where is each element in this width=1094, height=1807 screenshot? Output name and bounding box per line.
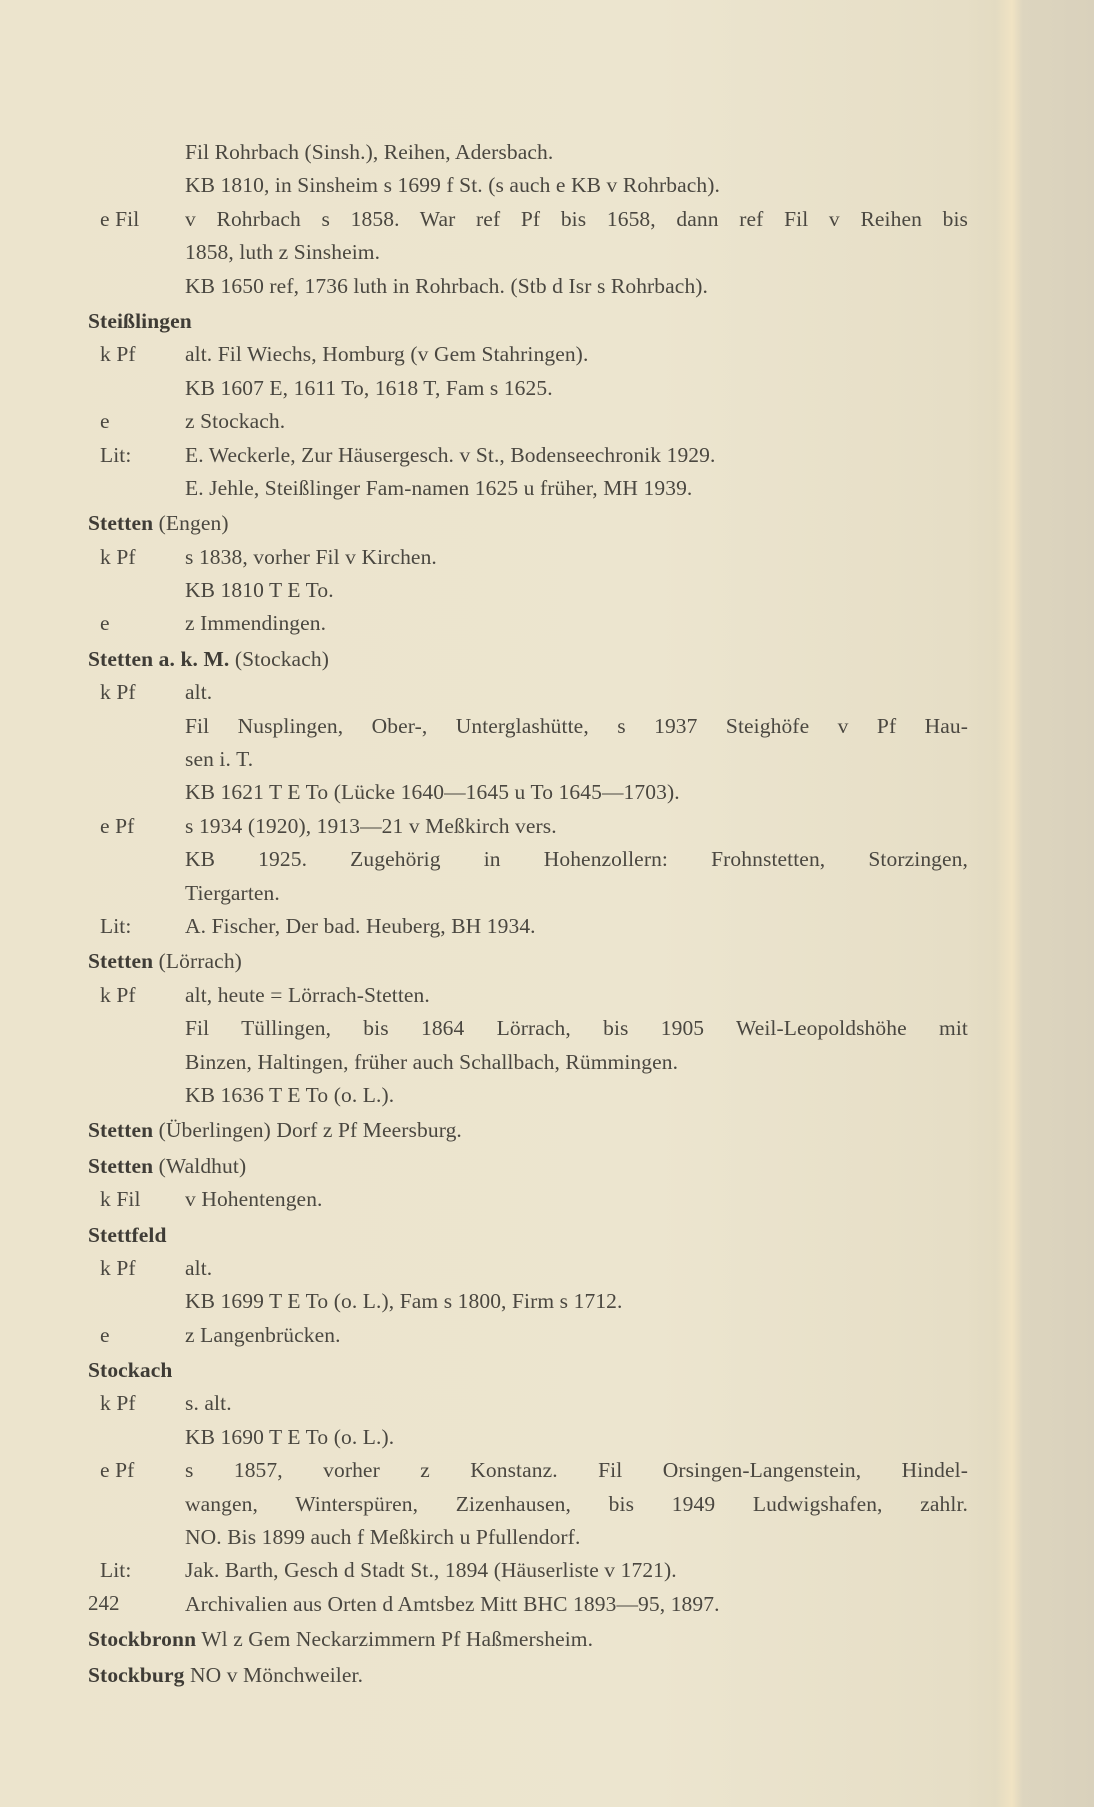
entry-heading — [88, 1150, 988, 1183]
place-heading — [88, 305, 192, 338]
entry-heading — [88, 1219, 988, 1252]
entry-line — [88, 910, 988, 943]
entry-label: k Pf — [100, 982, 136, 1007]
entry-line — [88, 1319, 988, 1352]
entry-text: NO. Bis 1899 auch f Meßkirch u Pfullendorf. — [185, 1525, 581, 1550]
entry-heading — [88, 643, 988, 676]
place-name: Stockburg — [88, 1662, 185, 1687]
entry-label: e — [100, 409, 110, 434]
entry-line — [88, 1554, 988, 1587]
entry-text: A. Fischer, Der bad. Heuberg, BH 1934. — [185, 913, 536, 938]
entry-text: KB 1925. Zugehörig in Hohenzollern: Frohnstetten, Storzingen, — [185, 847, 968, 872]
entry-heading — [88, 945, 988, 978]
entry-text: sen i. T. — [185, 747, 254, 772]
place-heading — [88, 507, 229, 540]
entry-line — [88, 1421, 988, 1454]
place-name: Stettfeld — [88, 1222, 167, 1247]
entry-label: k Pf — [100, 1255, 136, 1280]
entry-line — [88, 1588, 988, 1621]
entry-label: k Pf — [100, 680, 136, 705]
entry-text: s. alt. — [185, 1391, 232, 1416]
place-heading — [88, 945, 242, 978]
entry-text: v Hohentengen. — [185, 1187, 323, 1212]
entry-text: 1858, luth z Sinsheim. — [185, 240, 381, 265]
place-qualifier: Wl z Gem Neckarzimmern Pf Haßmersheim. — [201, 1627, 594, 1652]
entry-text: Fil Nusplingen, Ober-, Unterglashütte, s 1937 Steighöfe v Pf Hau- — [185, 713, 968, 738]
entry-heading — [88, 305, 988, 338]
place-qualifier: NO v Mönchweiler. — [189, 1662, 364, 1687]
entry-line — [88, 439, 988, 472]
entry-label: e Pf — [100, 813, 135, 838]
entry-line — [88, 203, 988, 236]
entry-line — [88, 1285, 988, 1318]
entry-text: wangen, Winterspüren, Zizenhausen, bis 1949 Ludwigshafen, zahlr. — [185, 1491, 968, 1516]
entry-line — [88, 1521, 988, 1554]
entry-text: KB 1636 T E To (o. L.). — [185, 1082, 395, 1107]
entry-line — [88, 676, 988, 709]
entry-heading — [88, 1623, 988, 1656]
place-name: Stetten — [88, 1118, 154, 1143]
entry-text: v Rohrbach s 1858. War ref Pf bis 1658, dann ref Fil v Reihen bis — [185, 206, 968, 231]
entry-text: s 1857, vorher z Konstanz. Fil Orsingen-Langenstein, Hindel- — [185, 1458, 968, 1483]
entry-line — [88, 877, 988, 910]
entry-label: e — [100, 1322, 110, 1347]
entry-text: alt. — [185, 1255, 213, 1280]
entry-label: Lit: — [100, 913, 132, 938]
entry-label: Lit: — [100, 1558, 132, 1583]
place-name: Stetten — [88, 949, 154, 974]
entry-line — [88, 843, 988, 876]
page-number: 242 — [88, 1591, 120, 1615]
entry-line — [88, 1252, 988, 1285]
entry-line — [88, 1488, 988, 1521]
place-qualifier: (Waldhut) — [158, 1153, 247, 1178]
entry-line — [88, 1387, 988, 1420]
entry-text: s 1838, vorher Fil v Kirchen. — [185, 544, 437, 569]
entry-text: Fil Tüllingen, bis 1864 Lörrach, bis 1905 Weil-Leopoldshöhe mit — [185, 1016, 968, 1041]
entry-text: KB 1650 ref, 1736 luth in Rohrbach. (Stb d Isr s Rohrbach). — [185, 273, 709, 298]
place-heading — [88, 1354, 172, 1387]
place-name: Steißlingen — [88, 308, 192, 333]
entry-text: Jak. Barth, Gesch d Stadt St., 1894 (Häuserliste v 1721). — [185, 1558, 677, 1583]
entry-label: e Pf — [100, 1458, 135, 1483]
entry-line — [88, 270, 988, 303]
entry-label: k Fil — [100, 1187, 141, 1212]
entry-line — [88, 743, 988, 776]
entry-heading — [88, 1354, 988, 1387]
place-heading — [88, 1150, 246, 1183]
entry-line — [88, 979, 988, 1012]
place-heading — [88, 1114, 462, 1147]
place-name: Stockbronn — [88, 1627, 197, 1652]
entry-label: e Fil — [100, 206, 140, 231]
entry-text: KB 1621 T E To (Lücke 1640—1645 u To 1645—1703). — [185, 780, 680, 805]
entry-line — [88, 607, 988, 640]
entry-text: KB 1607 E, 1611 To, 1618 T, Fam s 1625. — [185, 375, 553, 400]
place-qualifier: (Engen) — [158, 511, 229, 536]
entry-text: Archivalien aus Orten d Amtsbez Mitt BHC 1893—95, 1897. — [185, 1591, 720, 1616]
entry-text: KB 1699 T E To (o. L.), Fam s 1800, Firm s 1712. — [185, 1289, 623, 1314]
entry-text: Binzen, Haltingen, früher auch Schallbach, Rümmingen. — [185, 1049, 679, 1074]
place-heading — [88, 643, 329, 676]
place-heading — [88, 1219, 167, 1252]
entry-line — [88, 1454, 988, 1487]
entry-line — [88, 710, 988, 743]
entry-line — [88, 169, 988, 202]
entry-label: k Pf — [100, 342, 136, 367]
entry-text: alt, heute = Lörrach-Stetten. — [185, 982, 430, 1007]
gazetteer-entries — [88, 136, 988, 1692]
entry-line — [88, 405, 988, 438]
entry-label: k Pf — [100, 544, 136, 569]
place-heading — [88, 1623, 593, 1656]
place-name: Stetten — [88, 1153, 154, 1178]
entry-label: e — [100, 611, 110, 636]
entry-text: E. Jehle, Steißlinger Fam-namen 1625 u früher, MH 1939. — [185, 475, 693, 500]
entry-text: E. Weckerle, Zur Häusergesch. v St., Bodenseechronik 1929. — [185, 442, 716, 467]
entry-heading — [88, 1114, 988, 1147]
entry-line — [88, 810, 988, 843]
entry-line — [88, 338, 988, 371]
place-name: Stetten — [88, 511, 154, 536]
entry-text: z Langenbrücken. — [185, 1322, 341, 1347]
entry-line — [88, 776, 988, 809]
place-name: Stockach — [88, 1358, 173, 1383]
entry-line — [88, 136, 988, 169]
place-qualifier: (Lörrach) — [158, 949, 242, 974]
entry-heading — [88, 1659, 988, 1692]
place-name: Stetten a. k. M. — [88, 646, 230, 671]
entry-line — [88, 541, 988, 574]
entry-line — [88, 574, 988, 607]
entry-text: KB 1810, in Sinsheim s 1699 f St. (s auch e KB v Rohrbach). — [185, 173, 721, 198]
entry-text: KB 1810 T E To. — [185, 578, 334, 603]
entry-line — [88, 1079, 988, 1112]
entry-text: z Stockach. — [185, 409, 286, 434]
entry-label: k Pf — [100, 1391, 136, 1416]
place-qualifier: (Stockach) — [234, 646, 329, 671]
entry-text: Fil Rohrbach (Sinsh.), Reihen, Adersbach. — [185, 140, 554, 164]
entry-line — [88, 1183, 988, 1216]
entry-heading — [88, 507, 988, 540]
entry-line — [88, 1046, 988, 1079]
entry-line — [88, 372, 988, 405]
entry-line — [88, 472, 988, 505]
entry-text: KB 1690 T E To (o. L.). — [185, 1424, 395, 1449]
entry-text: Tiergarten. — [185, 880, 280, 905]
entry-text: alt. Fil Wiechs, Homburg (v Gem Stahringen). — [185, 342, 589, 367]
entry-line — [88, 236, 988, 269]
entry-text: z Immendingen. — [185, 611, 327, 636]
entry-line — [88, 1012, 988, 1045]
entry-text: s 1934 (1920), 1913—21 v Meßkirch vers. — [185, 813, 557, 838]
entry-text: alt. — [185, 680, 213, 705]
entry-label: Lit: — [100, 442, 132, 467]
place-heading — [88, 1659, 363, 1692]
place-qualifier: (Überlingen) Dorf z Pf Meersburg. — [158, 1118, 462, 1143]
